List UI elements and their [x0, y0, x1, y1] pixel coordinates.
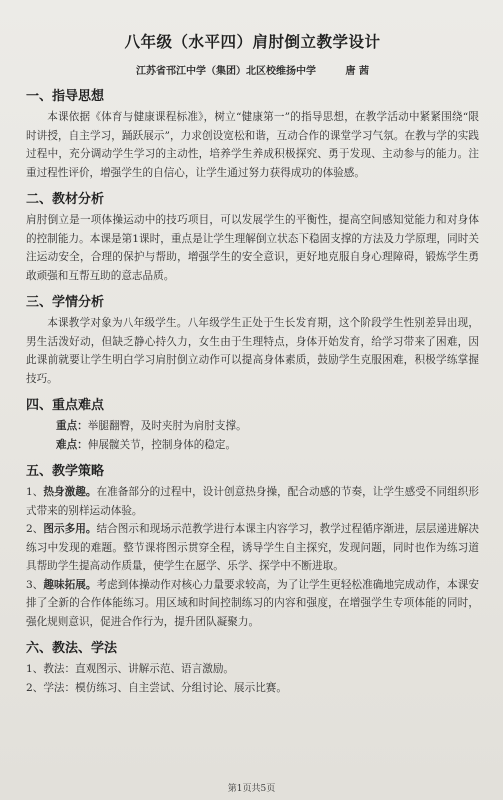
difficult-point-line — [26, 436, 479, 455]
page-number: 第1页共5页 — [227, 784, 276, 794]
author-school: 江苏省邗江中学（集团）北区校维扬中学 — [136, 66, 317, 77]
item-label: 图示多用。 — [43, 523, 97, 535]
section-student-analysis — [26, 291, 479, 388]
section-paragraph: 本课教学对象为八年级学生。八年级学生正处于生长发育期，这个阶段学生性别差异出现，男生活泼好动，但缺乏静心持久力，女生由于生理特点，身体开始发育，给学习带来了困难，因此课前就要让学生明白学习肩肘倒立动作可以提高身体素质，鼓励学生克服困难，积极学练掌握技巧。 — [26, 317, 479, 385]
item-number: 2、 — [26, 523, 44, 535]
section-heading: 四、重点难点 — [26, 398, 105, 413]
strategy-item — [26, 576, 479, 632]
section-heading: 五、教学策略 — [26, 464, 105, 479]
item-text: 考虑到体操动作对核心力量要求较高，为了让学生更轻松准确地完成动作，本课安排了全新的合作体能练习。用区域和时间控制练习的内容和强度，在增强学生专项体能的同时，强化规则意识，促进合作行为，提升团队凝聚力。 — [26, 578, 479, 628]
key-point-line — [26, 417, 479, 436]
item-text: 结合图示和现场示范教学进行本课主内容学习，教学过程循序渐进，层层递进解决练习中发现的难题。整节课将图示贯穿全程，诱导学生自主探究，发现问题，同时也作为练习道具帮助学生提高动作质量，使学生在愿学、乐学、探学中不断进取。 — [26, 523, 479, 572]
section-heading: 二、教材分析 — [26, 192, 105, 207]
section-guiding-thought — [26, 85, 479, 182]
section-paragraph: 本课依据《体育与健康课程标准》，树立“健康第一”的指导思想，在教学活动中紧紧围绕“限时讲授，自主学习，踊跃展示”，力求创设宽松和谐，互动合作的课堂学习气氛。在教与学的实践过程中，充分调动学生学习的主动性，培养学生养成积极探究、勇于发现、主动参与的能力。注重过程性评价，增强学生的自信心，让学生通过努力获得成功的体验感。 — [26, 111, 479, 179]
section-key-difficult-points — [26, 394, 479, 454]
key-point-text: 举腿翻臀，及时夹肘为肩肘支撑。 — [87, 420, 247, 432]
difficult-point-label: 难点： — [56, 438, 88, 451]
item-text: 学法：模仿练习、自主尝试、分组讨论、展示比赛。 — [43, 681, 287, 694]
item-number: 1、 — [26, 663, 44, 675]
difficult-point-text: 伸展髋关节，控制身体的稳定。 — [87, 438, 237, 451]
item-number: 3、 — [26, 578, 44, 591]
key-point-label: 重点： — [56, 420, 88, 432]
document-title: 八年级（水平四）肩肘倒立教学设计 — [124, 32, 381, 51]
item-number: 1、 — [26, 486, 44, 498]
section-methods — [26, 637, 479, 697]
section-paragraph: 肩肘倒立是一项体操运动中的技巧项目，可以发展学生的平衡性，提高空间感知觉能力和对身体的控制能力。本课是第1课时，重点是让学生理解倒立状态下稳固支撑的方法及力学原理，同时关注运动安全，合理的保护与帮助，增强学生的安全意识，更好地克服自身心理障碍，锻炼学生勇敢顽强和互帮互助的意志品质。 — [26, 214, 479, 282]
section-heading: 三、学情分析 — [26, 295, 105, 310]
strategy-item — [26, 483, 479, 520]
item-label: 趣味拓展。 — [43, 578, 97, 591]
section-heading: 六、教法、学法 — [26, 641, 118, 656]
method-item — [26, 660, 479, 679]
author-line — [26, 62, 479, 77]
method-item — [26, 679, 479, 698]
strategy-item — [26, 520, 479, 576]
section-heading: 一、指导思想 — [26, 89, 105, 104]
item-text: 在准备部分的过程中，设计创意热身操，配合动感的节奏，让学生感受不同组织形式带来的别样运动体验。 — [26, 486, 479, 517]
author-name: 唐 茜 — [345, 66, 369, 77]
item-label: 热身激趣。 — [43, 486, 97, 498]
section-teaching-strategy — [26, 460, 479, 631]
item-text: 教法：直观图示、讲解示范、语言激励。 — [43, 663, 235, 675]
section-material-analysis — [26, 188, 479, 285]
item-number: 2、 — [26, 681, 44, 694]
